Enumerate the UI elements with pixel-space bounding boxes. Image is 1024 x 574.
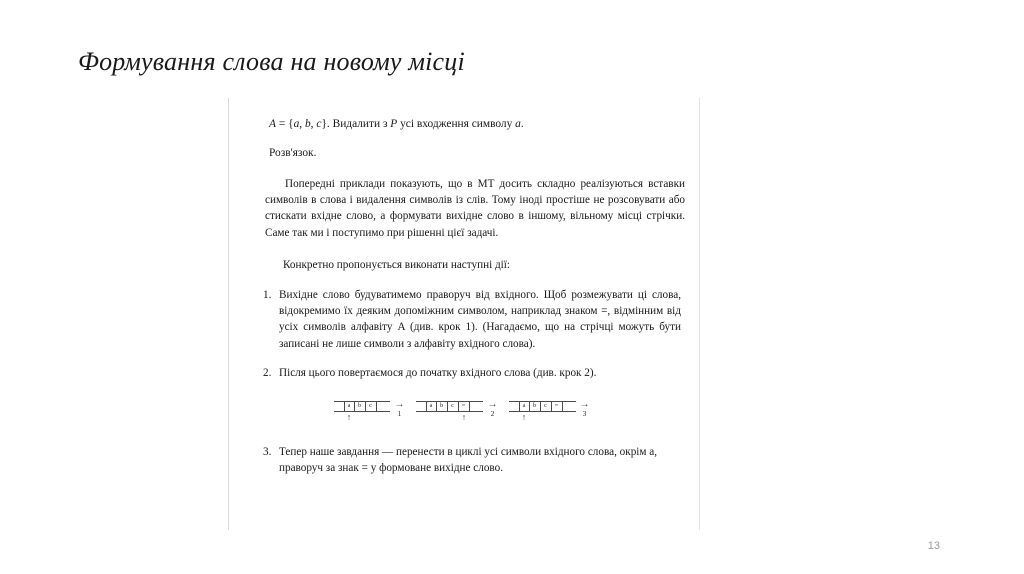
tape-step-separator-3 <box>580 400 590 419</box>
tape-step-label: 3 <box>582 408 587 418</box>
tape-step-label: 2 <box>490 408 495 418</box>
tape-head-arrow-icon: ↑ <box>346 411 352 422</box>
list-item-text: Тепер наше завдання — перенести в циклі усі символи вхідного слова, окрім a, праворуч за знак = у формоване вихідне слово. <box>279 445 658 475</box>
tape-cell-separator-symbol: = <box>552 402 563 411</box>
paragraph-intro: Попередні приклади показують, що в МТ досить складно реалізуються вставки символів в слова і видалення символів із слів. Тому іноді простіше не розсовувати або стискати вхідне слово, а формувати вихідне слово в іншому, вільному місці стрічки. Саме так ми і поступимо при рішенні цієї задачі. <box>265 177 685 239</box>
list-item-number: 3. <box>263 445 272 458</box>
tape-step-label: 1 <box>397 408 402 418</box>
list-item <box>263 444 681 477</box>
tape-2-head-row <box>416 412 483 424</box>
tape-cell-separator-symbol: = <box>459 402 470 411</box>
tape-head-arrow-icon: ↑ <box>521 411 527 422</box>
tape-cell: a <box>426 402 437 411</box>
tape-unit-1 <box>334 400 410 424</box>
tape-cell-blank <box>334 402 344 411</box>
solution-label: Розв'язок. <box>269 147 317 159</box>
tape-unit-2 <box>416 400 503 424</box>
list-item-text: Після цього повертаємося до початку вхідного слова (див. крок 2). <box>279 367 597 380</box>
tape-1 <box>334 400 390 424</box>
tape-cell: a <box>344 402 355 411</box>
tape-cell: b <box>355 402 366 411</box>
tape-cell: b <box>530 402 541 411</box>
tape-2 <box>416 400 483 424</box>
problem-statement: A = {a, b, c}. Видалити з P усі входження символу a. <box>269 118 524 130</box>
list-item <box>263 287 681 353</box>
arrow-right-icon: → <box>487 398 498 410</box>
math-var-c: c <box>316 118 322 130</box>
tape-cell-blank <box>563 402 576 411</box>
tape-1-cells <box>334 401 390 412</box>
math-var-P: P <box>390 118 398 130</box>
list-item-number: 2. <box>263 367 272 380</box>
tape-cell-blank <box>377 402 390 411</box>
math-var-a2: a <box>515 118 521 130</box>
tape-cell: b <box>437 402 448 411</box>
page-title: Формування слова на новому місці <box>78 47 465 76</box>
arrow-right-icon: → <box>394 398 405 410</box>
arrow-right-icon: → <box>579 398 590 410</box>
math-set-A: A <box>269 118 276 130</box>
list-item-text: Вихідне слово будуватимемо праворуч від вхідного. Щоб розмежувати ці слова, відокремимо їх деяким допоміжним символом, наприклад знаком =, відмінним від усіх символів алфавіту A (див. крок 1). (Нагадаємо, що на стрічці можуть бути записані не лише символи з алфавіту вхідного слова). <box>279 288 681 350</box>
tape-1-head-row <box>334 412 390 424</box>
tape-step-separator-2 <box>488 400 498 419</box>
tape-cell-blank <box>416 402 426 411</box>
paragraph-steps-lead: Конкретно пропонується виконати наступні дії: <box>283 259 510 272</box>
tape-2-cells <box>416 401 483 412</box>
tape-3-cells <box>509 401 576 412</box>
tape-cell: c <box>366 402 377 411</box>
tape-step-separator-1 <box>395 400 405 419</box>
tape-cell-blank <box>509 402 519 411</box>
tape-cell: c <box>448 402 459 411</box>
tape-3-head-row <box>509 412 576 424</box>
math-var-b: b <box>304 118 311 130</box>
tape-cell: c <box>541 402 552 411</box>
math-var-a: a <box>293 118 300 130</box>
tape-cell-blank <box>470 402 483 411</box>
page-number: 13 <box>927 540 940 552</box>
tape-cell: a <box>519 402 530 411</box>
document-content-block <box>228 98 700 530</box>
tape-unit-3 <box>509 400 595 424</box>
list-item <box>263 365 681 381</box>
list-item-number: 1. <box>263 288 272 301</box>
tape-head-arrow-icon: ↑ <box>461 411 467 422</box>
tape-diagram <box>241 400 687 424</box>
tape-3 <box>509 400 576 424</box>
